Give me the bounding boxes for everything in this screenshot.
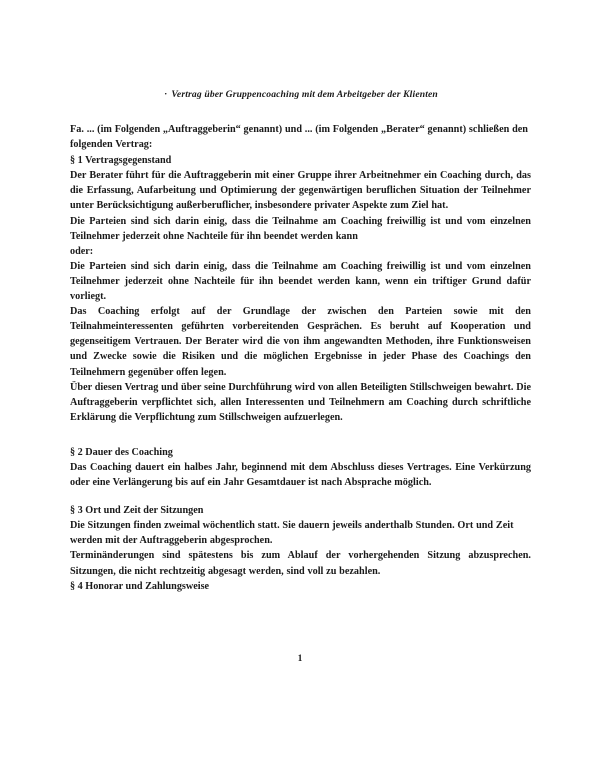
- page-number: 1: [297, 653, 303, 664]
- section-1-paragraph-1: Der Berater führt für die Auftraggeberin mit einer Gruppe ihrer Arbeitnehmer ein Coaching durch, das die Erfassung, Aufarbeitung und Optimierung der gegenwärtigen beruflichen Situation der Teilnehmer unter Berücksichtigung außerberuflicher, insbesondere privater Aspekte zum Ziel hat.: [70, 170, 531, 212]
- section-1-alternative-label: oder:: [70, 245, 94, 257]
- spacer: [70, 490, 531, 503]
- title-bullet: ·: [164, 89, 168, 100]
- section-1-paragraph-3: Die Parteien sind sich darin einig, dass die Teilnahme am Coaching freiwillig ist und vom einzelnen Teilnehmer jederzeit ohne Nachteile für ihn beendet werden kann, wenn ein triftiger Grund dafür vorliegt.: [70, 260, 531, 303]
- section-2-heading: § 2 Dauer des Coaching: [70, 446, 173, 458]
- page-title: [70, 88, 532, 101]
- section-3-paragraph-1: Die Sitzungen finden zweimal wöchentlich statt. Sie dauern jeweils anderthalb Stunden. Ort und Zeit werden mit der Auftraggeberin abgesprochen.: [70, 520, 514, 547]
- section-3-heading: § 3 Ort und Zeit der Sitzungen: [70, 505, 204, 517]
- intro-paragraph: Fa. ... (im Folgenden „Auftraggeberin“ genannt) und ... (im Folgenden „Berater“ genannt) schließen den folgenden Vertrag:: [70, 124, 528, 151]
- section-1-heading: § 1 Vertragsgegenstand: [70, 155, 172, 167]
- document-body: [70, 122, 531, 594]
- section-4-heading: § 4 Honorar und Zahlungsweise: [70, 580, 210, 592]
- title-text: Vertrag über Gruppencoaching mit dem Arbeitgeber der Klienten: [171, 89, 438, 100]
- spacer: [70, 425, 531, 445]
- section-1-paragraph-5: Über diesen Vertrag und über seine Durchführung wird von allen Beteiligten Stillschweigen bewahrt. Die Auftraggeberin verpflichtet sich, allen Interessenten und Teilnehmern am Coaching durch schriftliche Erklärung die Verpflichtung zum Stillschweigen aufzuerlegen.: [70, 381, 531, 423]
- section-2-paragraph-1: Das Coaching dauert ein halbes Jahr, beginnend mit dem Abschluss dieses Vertrages. Eine Verkürzung oder eine Verlängerung bis auf ein Jahr Gesamtdauer ist nach Absprache möglich.: [70, 461, 531, 489]
- section-1-paragraph-4: Das Coaching erfolgt auf der Grundlage der zwischen den Parteien sowie mit den Teilnahmeinteressenten geführten vorbereitenden Gesprächen. Es beruht auf Kooperation und gegenseitigem Vertrauen. Der Berater wird die von ihm angewandten Methoden, ihre Funktionsweisen und Zwecke sowie die Risiken und die möglichen Ergebnisse in jeder Phase des Coachings den Teilnehmern gegenüber offen legen.: [70, 306, 531, 378]
- section-1-paragraph-2: Die Parteien sind sich darin einig, dass die Teilnahme am Coaching freiwillig ist und vom einzelnen Teilnehmer jederzeit ohne Nachteile für ihn beendet werden kann: [70, 215, 531, 242]
- section-3-paragraph-2: Terminänderungen sind spätestens bis zum Ablauf der vorhergehenden Sitzung abzusprechen. Sitzungen, die nicht rechtzeitig abgesagt werden, sind voll zu bezahlen.: [70, 550, 531, 577]
